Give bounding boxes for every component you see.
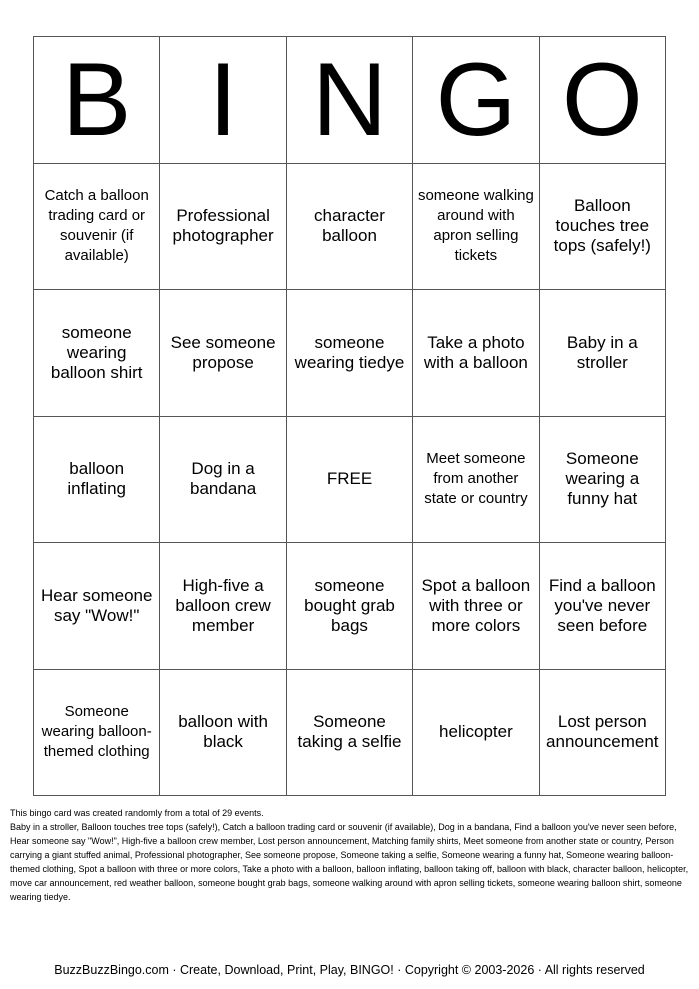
bingo-square: helicopter [413,670,539,797]
bingo-square: character balloon [287,164,413,291]
site-footer: BuzzBuzzBingo.com · Create, Download, Print, Play, BINGO! · Copyright © 2003-2026 · All rights reserved [54,963,645,977]
header-letter-g: G [413,37,539,164]
bingo-square: Someone taking a selfie [287,670,413,797]
description-intro: This bingo card was created randomly from a total of 29 events. [10,808,264,818]
bingo-square: balloon with black [160,670,286,797]
bingo-card [33,36,666,796]
bingo-square: Hear someone say "Wow!" [34,543,160,670]
bingo-square: Professional photographer [160,164,286,291]
bingo-square: Meet someone from another state or country [413,417,539,544]
bingo-square: Find a balloon you've never seen before [540,543,666,670]
bingo-square: Spot a balloon with three or more colors [413,543,539,670]
bingo-square: Someone wearing balloon-themed clothing [34,670,160,797]
bingo-square: Dog in a bandana [160,417,286,544]
card-description [10,806,690,904]
bingo-square: someone wearing tiedye [287,290,413,417]
free-square: FREE [287,417,413,544]
bingo-square: Catch a balloon trading card or souvenir (if available) [34,164,160,291]
description-events: Baby in a stroller, Balloon touches tree tops (safely!), Catch a balloon trading card or souvenir (if available), Dog in a bandana, Find a balloon you've never seen before, Hear someone say "Wow!", High-five a balloon crew member, Lost person announcement, Matching family shirts, Meet someone from another state or country, Person carrying a giant stuffed animal, Professional photographer, See someone propose, Someone taking a selfie, Someone wearing a funny hat, Someone wearing balloon-themed clothing, Spot a balloon with three or more colors, Take a photo with a balloon, balloon inflating, balloon taking off, balloon with black, character balloon, helicopter, move car announcement, red weather balloon, someone bought grab bags, someone walking around with apron selling tickets, someone wearing balloon shirt, someone wearing tiedye. [10,822,689,902]
bingo-square: balloon inflating [34,417,160,544]
bingo-square: Balloon touches tree tops (safely!) [540,164,666,291]
bingo-square: Baby in a stroller [540,290,666,417]
bingo-square: Take a photo with a balloon [413,290,539,417]
bingo-square: Lost person announcement [540,670,666,797]
bingo-square: High-five a balloon crew member [160,543,286,670]
bingo-square: See someone propose [160,290,286,417]
bingo-square: someone walking around with apron selling tickets [413,164,539,291]
header-letter-n: N [287,37,413,164]
header-letter-b: B [34,37,160,164]
header-letter-o: O [540,37,666,164]
bingo-square: someone bought grab bags [287,543,413,670]
bingo-square: Someone wearing a funny hat [540,417,666,544]
bingo-square: someone wearing balloon shirt [34,290,160,417]
header-letter-i: I [160,37,286,164]
